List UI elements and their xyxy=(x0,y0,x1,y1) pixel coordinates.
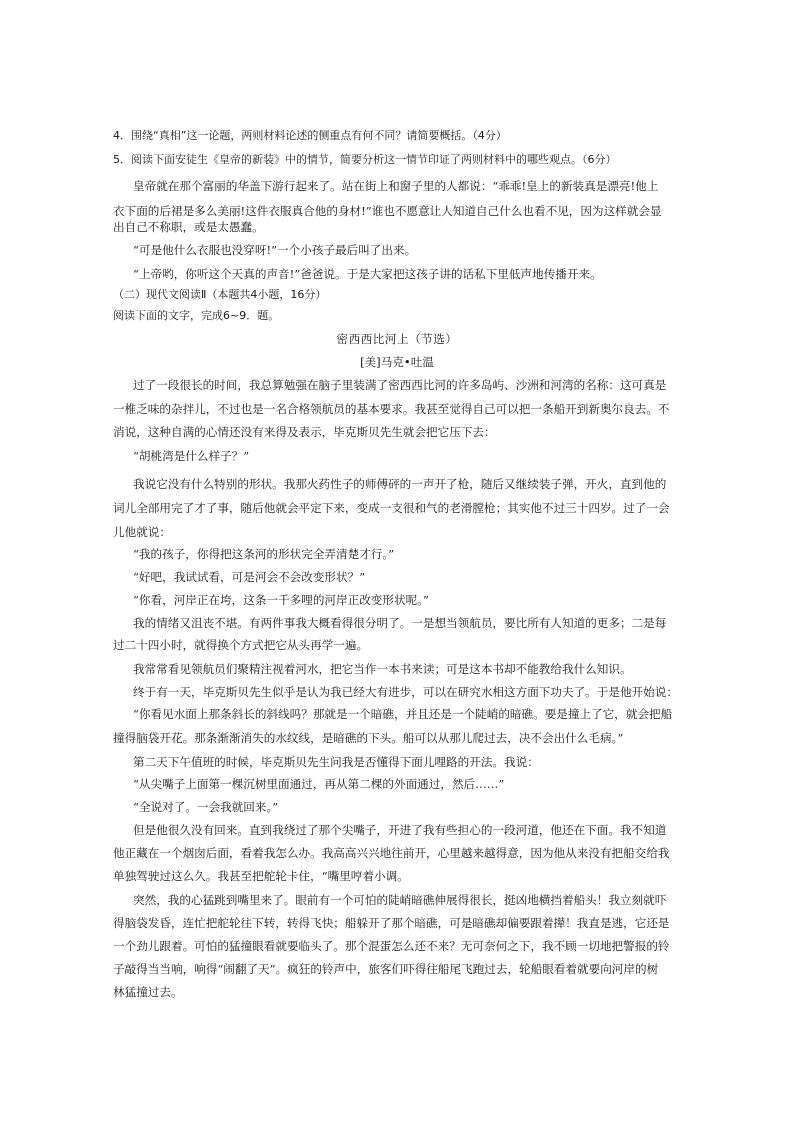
story-line: “好吧，我试试看，可是河会不会改变形状？” xyxy=(133,570,366,584)
story-line: 突然，我的心猛跳到嘴里来了。眼前有一个可怕的陡峭暗礁伸展得很长，挺凶地横挡着船头！我立刻就吓 xyxy=(133,893,667,907)
excerpt-line: 衣下面的后裙是多么美丽!这件衣服真合他的身材!”谁也不愿意让人知道自己什么也看不见，因为这样就会显 xyxy=(113,204,662,218)
story-line: 消说，这种自满的心情还没有来得及表示，毕克斯贝先生就会把它压下去： xyxy=(113,425,496,439)
story-line: “从尖嘴子上面第一棵沉树里面通过，再从第二棵的外面通过，然后……” xyxy=(133,777,505,791)
question-5: 5．阅读下面安徒生《皇帝的新装》中的情节，简要分析这一情节印证了两则材料中的哪些观点。（6分） xyxy=(113,153,617,166)
excerpt-line: “可是他什么衣服也没穿呀!”一个小孩子最后叫了出来。 xyxy=(133,243,417,257)
section-instruction: 阅读下面的文字，完成6~9．题。 xyxy=(113,309,280,322)
excerpt-line: “上帝哟，你听这个天真的声音!”爸爸说。于是大家把这孩子讲的话私下里低声地传播开来。 xyxy=(133,267,602,281)
story-line: 过了一段很长的时间，我总算勉强在脑子里装满了密西西比河的许多岛屿、沙洲和河湾的名称：这可真是 xyxy=(133,378,667,392)
story-line: 一个劲儿跟着。可怕的猛撞眼看就要临头了。那个混蛋怎么还不来？无可奈何之下，我不顾一切地把警报的铃 xyxy=(113,939,670,953)
story-title: 密西西比河上（节选） xyxy=(336,332,458,346)
story-line: 但是他很久没有回来。直到我绕过了那个尖嘴子，开进了我有些担心的一段河道，他还在下面。我不知道 xyxy=(133,823,667,837)
story-line: 子敲得当当响，响得“闹翻了天”。疯狂的铃声中，旅客们吓得往船尾飞跑过去，轮船眼看着就要向河岸的树 xyxy=(113,962,659,976)
story-line: 林猛撞过去。 xyxy=(113,985,183,999)
story-line: 我说它没有什么特别的形状。我那火药性子的师傅砰的一声开了枪，随后又继续装子弹，开火，直到他的 xyxy=(133,477,667,491)
excerpt-line: 出自己不称职，或是太愚蠢。 xyxy=(113,220,264,234)
story-line: “胡桃湾是什么样子？” xyxy=(133,449,250,463)
story-line: 第二天下午值班的时候，毕克斯贝先生问我是否懂得下面儿哩路的开法。我说： xyxy=(133,755,539,769)
story-line: “我的孩子，你得把这条河的形状完全弄清楚才行。” xyxy=(133,547,395,561)
section-header: （二）现代文阅读Ⅱ（本题共4小题，16分） xyxy=(113,288,327,301)
story-author: [美]马克•吐温 xyxy=(360,355,434,369)
story-line: 一椎乏味的杂拌儿，不过也是一名合格领航员的基本要求。我甚至觉得自己可以把一条船开到新奥尔良去。不 xyxy=(113,402,670,416)
story-line: 单独驾驶过这么久。我甚至把舵轮卡住，“嘴里哼着小调。 xyxy=(113,869,409,883)
story-line: 撞得脑袋开花。那条渐渐消失的水纹线，是暗礁的下头。船可以从那儿爬过去，决不会出什么毛病。” xyxy=(113,731,624,745)
story-line: 得脑袋发昏，连忙把舵轮往下转，转得飞快；船躲开了那个暗礁，可是暗礁却偏要跟着撵！我直是逃，它还是 xyxy=(113,916,670,930)
story-line: “你看，河岸正在垮，这条一千多哩的河岸正改变形状呢。” xyxy=(133,593,429,607)
story-line: 过二十四小时，就得换个方式把它从头再学一遍。 xyxy=(113,638,369,652)
story-line: 儿他就说： xyxy=(113,525,171,539)
story-line: “全说对了。一会我就回来。” xyxy=(133,800,279,814)
story-line: 我的情绪又沮丧不堪。有两件事我大概看得很分明了。一是想当领航员，要比所有人知道的更多；二是每 xyxy=(133,616,667,630)
story-line: 终于有一天，毕克斯贝先生似乎是认为我已经大有进步，可以在研究水相这方面下功夫了。于是他开始说： xyxy=(133,685,678,699)
story-line: “你看见水面上那条斜长的斜线吗？那就是一个暗礁，并且还是一个陡峭的暗礁。要是撞上了它，就会把船 xyxy=(133,707,673,721)
story-line: 我常常看见领航员们聚精注视着河水，把它当作一本书来读；可是这本书却不能教给我什么知识。 xyxy=(133,662,632,676)
story-line: 词儿全部用完了才了事，随后他就会平定下来，变成一支很和气的老滑膛枪；其实他不过三十四岁。过了一会 xyxy=(113,501,670,515)
question-4: 4．围绕“真相”这一论题，两则材料论述的侧重点有何不同？请简要概括。（4分） xyxy=(113,129,507,142)
excerpt-line: 皇帝就在那个富丽的华盖下游行起来了。站在街上和窗子里的人都说：“乖乖!皇上的新装真是漂亮!他上 xyxy=(133,179,659,193)
story-line: 他正藏在一个烟囱后面，看着我怎么办。我高高兴兴地往前开，心里越来越得意，因为他从来没有把船交给我 xyxy=(113,846,670,860)
